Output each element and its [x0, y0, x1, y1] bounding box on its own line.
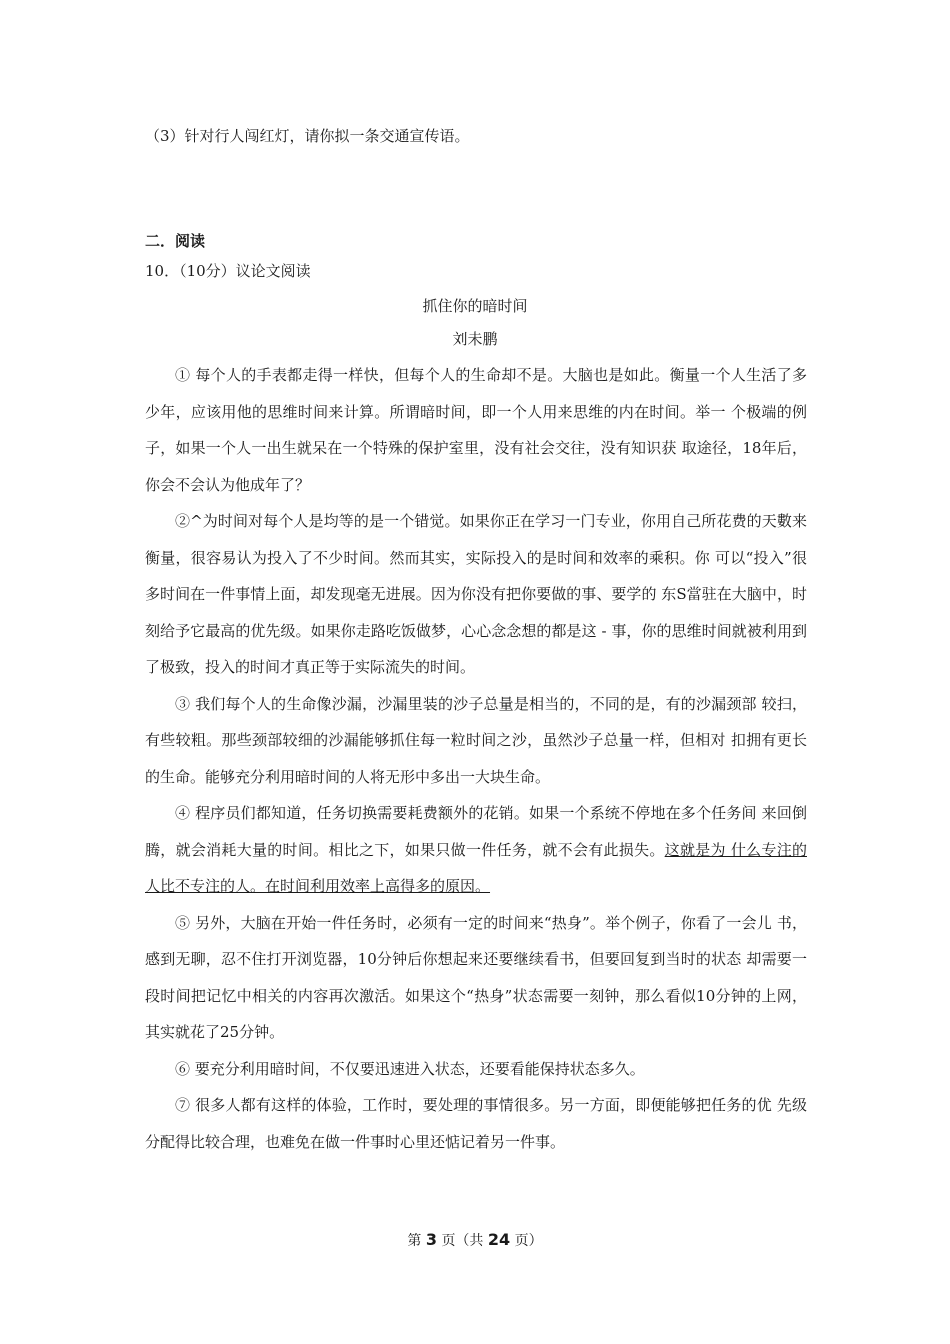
- paragraph-6: ⑥ 要充分利用暗时间，不仅要迅速进入状态，还要看能保持状态多久。: [175, 1059, 645, 1078]
- paragraph-4-underlined-sentence: 这就是为 什么专注的人比不专注的人。在时间利用效率上高得多的原因。: [145, 840, 807, 895]
- footer-total-pages: 24: [487, 1230, 511, 1249]
- question-3-text: （3）针对行人闯红灯，请你拟一条交通宣传语。: [145, 127, 470, 145]
- article-body: [145, 357, 807, 1160]
- footer-page-number: 3: [425, 1230, 437, 1249]
- paragraph-5: ⑤ 另外，大脑在开始一件任务时，必须有一定的时间来“热身”。举个例子，你看了一会儿 书，感到无聊，忍不住打开浏览器，10分钟后你想起来还要继续看书，但要回复到当时的状态 却需要一段时间把记忆中相关的内容再次激活。如果这个“热身”状态需要一刻钟，那么看似10分钟的上网，其实就花了25分钟。: [145, 913, 807, 1041]
- paragraph-4-text: ④ 程序员们都知道，任务切换需要耗费额外的花销。如果一个系统不停地在多个任务间 来回倒腾，就会消耗大量的时间。相比之下，如果只做一件任务，就不会有此损失。: [145, 804, 807, 859]
- question-10-heading: 10．（10分）议论文阅读: [145, 262, 311, 280]
- section-title: 二．阅读: [145, 232, 206, 250]
- page-footer: [0, 1228, 950, 1253]
- article-title: 抓住你的暗时间: [422, 297, 528, 315]
- footer-prefix: 第: [407, 1233, 422, 1249]
- paragraph-3: ③ 我们每个人的生命像沙漏，沙漏里装的沙子总量是相当的，不同的是，有的沙漏颈部 较扫，有些较粗。那些颈部较细的沙漏能够抓住每一粒时间之沙，虽然沙子总量一样，但相对 扣拥有更长的生命。能够充分利用暗时间的人将无形中多出一大块生命。: [145, 694, 807, 786]
- footer-suffix: 页）: [514, 1233, 543, 1249]
- paragraph-7: ⑦ 很多人都有这样的体验，工作时，要处理的事情很多。另一方面，即便能够把任务的优 先级分配得比较合理，也难免在做一件事时心里还惦记着另一件事。: [145, 1096, 807, 1151]
- footer-mid: 页（共: [441, 1233, 484, 1249]
- article-author: 刘未鹏: [452, 330, 498, 348]
- paragraph-1: ① 每个人的手表都走得一样快，但每个人的生命却不是。大脑也是如此。衡量一个人生活了多少年，应该用他的思维时间来计算。所谓暗时间，即一个人用来思维的内在时间。举一 个极端的例子，如果一个人一出生就呆在一个特殊的保护室里，没有社会交往，没有知识获 取途径，18年后，你会不会认为他成年了？: [145, 366, 807, 494]
- paragraph-4: [145, 795, 807, 905]
- paragraph-2: ②^为时间对每个人是均等的是一个错觉。如果你正在学习一门专业，你用自己所花费的天數来衡量，很容易认为投入了不少时间。然而其实，实际投入的是时间和效率的乘积。你 可以“投入”很多时间在一件事情上面，却发现毫无进展。因为你没有把你要做的事、要学的 东S當驻在大脑中，时刻给予它最高的优先级。如果你走路吃饭做梦，心心念念想的都是这 - 事，你的思维时间就被利用到了极致，投入的时间才真正等于实际流失的时间。: [145, 512, 807, 676]
